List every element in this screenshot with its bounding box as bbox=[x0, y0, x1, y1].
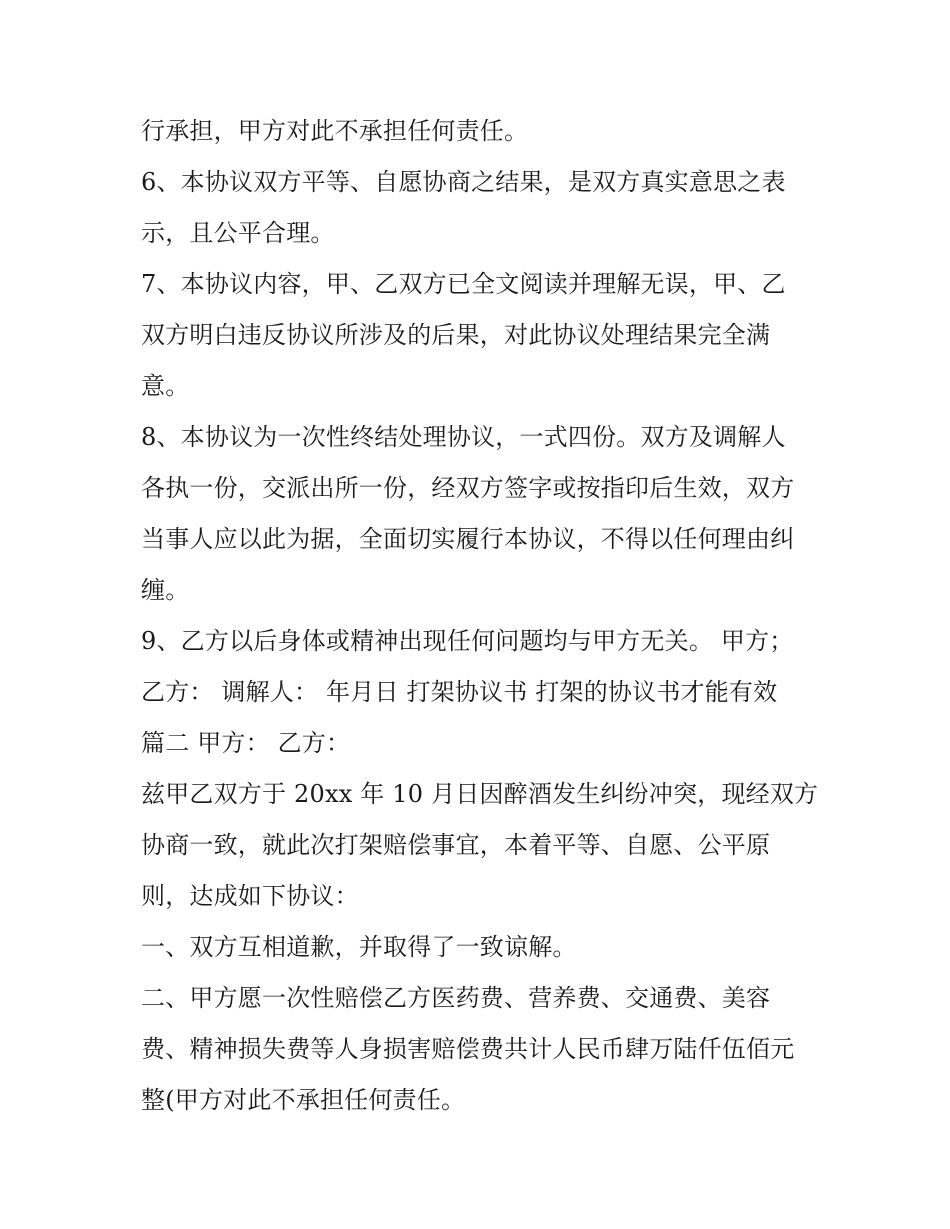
text-line: 兹甲乙双方于 20xx 年 10 月日因醉酒发生纠纷冲突，现经双方 bbox=[141, 780, 819, 808]
text-line: 6、本协议双方平等、自愿协商之结果，是双方真实意思之表 bbox=[141, 168, 786, 196]
text-line: 8、本协议为一次性终结处理协议，一式四份。双方及调解人 bbox=[141, 423, 786, 451]
text-line: 示，且公平合理。 bbox=[141, 219, 335, 247]
text-line: 费、精神损失费等人身损害赔偿费共计人民币肆万陆仟伍佰元 bbox=[141, 1035, 795, 1063]
text-line: 9、乙方以后身体或精神出现任何问题均与甲方无关。 甲方； bbox=[141, 627, 794, 655]
text-line: 双方明白违反协议所涉及的后果，对此协议处理结果完全满 bbox=[141, 321, 771, 349]
text-line: 二、甲方愿一次性赔偿乙方医药费、营养费、交通费、美容 bbox=[141, 984, 771, 1012]
text-line: 各执一份，交派出所一份，经双方签字或按指印后生效，双方 bbox=[141, 474, 795, 502]
text-line: 篇二 甲方： 乙方： bbox=[141, 729, 351, 757]
document-body bbox=[141, 106, 841, 1126]
text-line: 乙方： 调解人： 年月日 打架协议书 打架的协议书才能有效 bbox=[141, 678, 778, 706]
text-line: 当事人应以此为据，全面切实履行本协议，不得以任何理由纠 bbox=[141, 525, 795, 553]
text-line: 则，达成如下协议： bbox=[141, 882, 359, 910]
text-line: 缠。 bbox=[141, 576, 190, 604]
text-line: 一、双方互相道歉，并取得了一致谅解。 bbox=[141, 933, 577, 961]
text-line: 意。 bbox=[141, 372, 190, 400]
text-line: 7、本协议内容，甲、乙双方已全文阅读并理解无误，甲、乙 bbox=[141, 270, 786, 298]
text-line: 协商一致，就此次打架赔偿事宜，本着平等、自愿、公平原 bbox=[141, 831, 771, 859]
text-line: 行承担，甲方对此不承担任何责任。 bbox=[141, 117, 529, 145]
text-line: 整(甲方对此不承担任何责任。 bbox=[141, 1086, 466, 1114]
